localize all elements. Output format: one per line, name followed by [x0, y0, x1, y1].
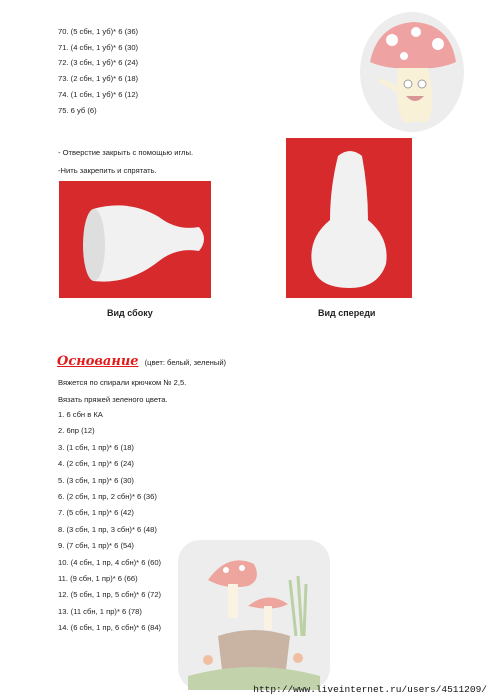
base-intro-hook: Вяжется по спирали крючком № 2,5.: [58, 378, 187, 387]
pattern-row: 10. (4 сбн, 1 пр, 4 сбн)* 6 (60): [58, 557, 162, 567]
side-view-photo: [59, 181, 211, 298]
pattern-row: 72. (3 сбн, 1 уб)* 6 (24): [58, 58, 139, 68]
pattern-row: 73. (2 сбн, 1 уб)* 6 (18): [58, 74, 139, 84]
pattern-row: 9. (7 сбн, 1 пр)* 6 (54): [58, 541, 134, 551]
front-view-caption: Вид спереди: [318, 308, 376, 318]
pattern-row: 12. (5 сбн, 1 пр, 5 сбн)* 6 (72): [58, 590, 162, 600]
pattern-row: 3. (1 сбн, 1 пр)* 6 (18): [58, 442, 134, 452]
pattern-row: 7. (5 сбн, 1 пр)* 6 (42): [58, 508, 134, 518]
pattern-row: 75. 6 уб (6): [58, 105, 97, 115]
pattern-row: 70. (5 сбн, 1 уб)* 6 (36): [58, 27, 139, 36]
pattern-row: 6. (2 сбн, 1 пр, 2 сбн)* 6 (36): [58, 492, 157, 501]
front-view-photo: [286, 138, 412, 298]
mushroom-scene-icon: [178, 540, 330, 690]
instruction-secure-thread: -Нить закрепить и спрятать.: [58, 166, 157, 175]
pattern-row: 74. (1 сбн, 1 уб)* 6 (12): [58, 89, 139, 99]
instruction-close-hole: - Отверстие закрыть с помощью иглы.: [58, 148, 194, 157]
pattern-row: 11. (9 сбн, 1 пр)* 6 (66): [58, 574, 138, 583]
mushroom-character-icon: [358, 10, 466, 135]
pattern-row: 13. (11 сбн, 1 пр)* 6 (78): [58, 606, 142, 616]
source-watermark: http://www.liveinternet.ru/users/4511209/: [253, 684, 487, 695]
pattern-row: 4. (2 сбн, 1 пр)* 6 (24): [58, 459, 134, 469]
base-intro-yarn: Вязать пряжей зеленого цвета.: [58, 395, 168, 404]
section-heading: [57, 352, 226, 370]
pattern-row: 1. 6 сбн в КА: [58, 410, 103, 419]
pattern-row: 5. (3 сбн, 1 пр)* 6 (30): [58, 475, 134, 485]
section-color-note: (цвет: белый, зеленый): [144, 358, 227, 367]
section-title: Основание: [57, 354, 139, 369]
side-view-caption: Вид сбоку: [107, 308, 153, 318]
pattern-row: 14. (6 сбн, 1 пр, 6 сбн)* 6 (84): [58, 623, 162, 633]
pattern-row: 2. 6пр (12): [58, 426, 95, 436]
pattern-row: 71. (4 сбн, 1 уб)* 6 (30): [58, 42, 139, 52]
pattern-row: 8. (3 сбн, 1 пр, 3 сбн)* 6 (48): [58, 524, 157, 534]
